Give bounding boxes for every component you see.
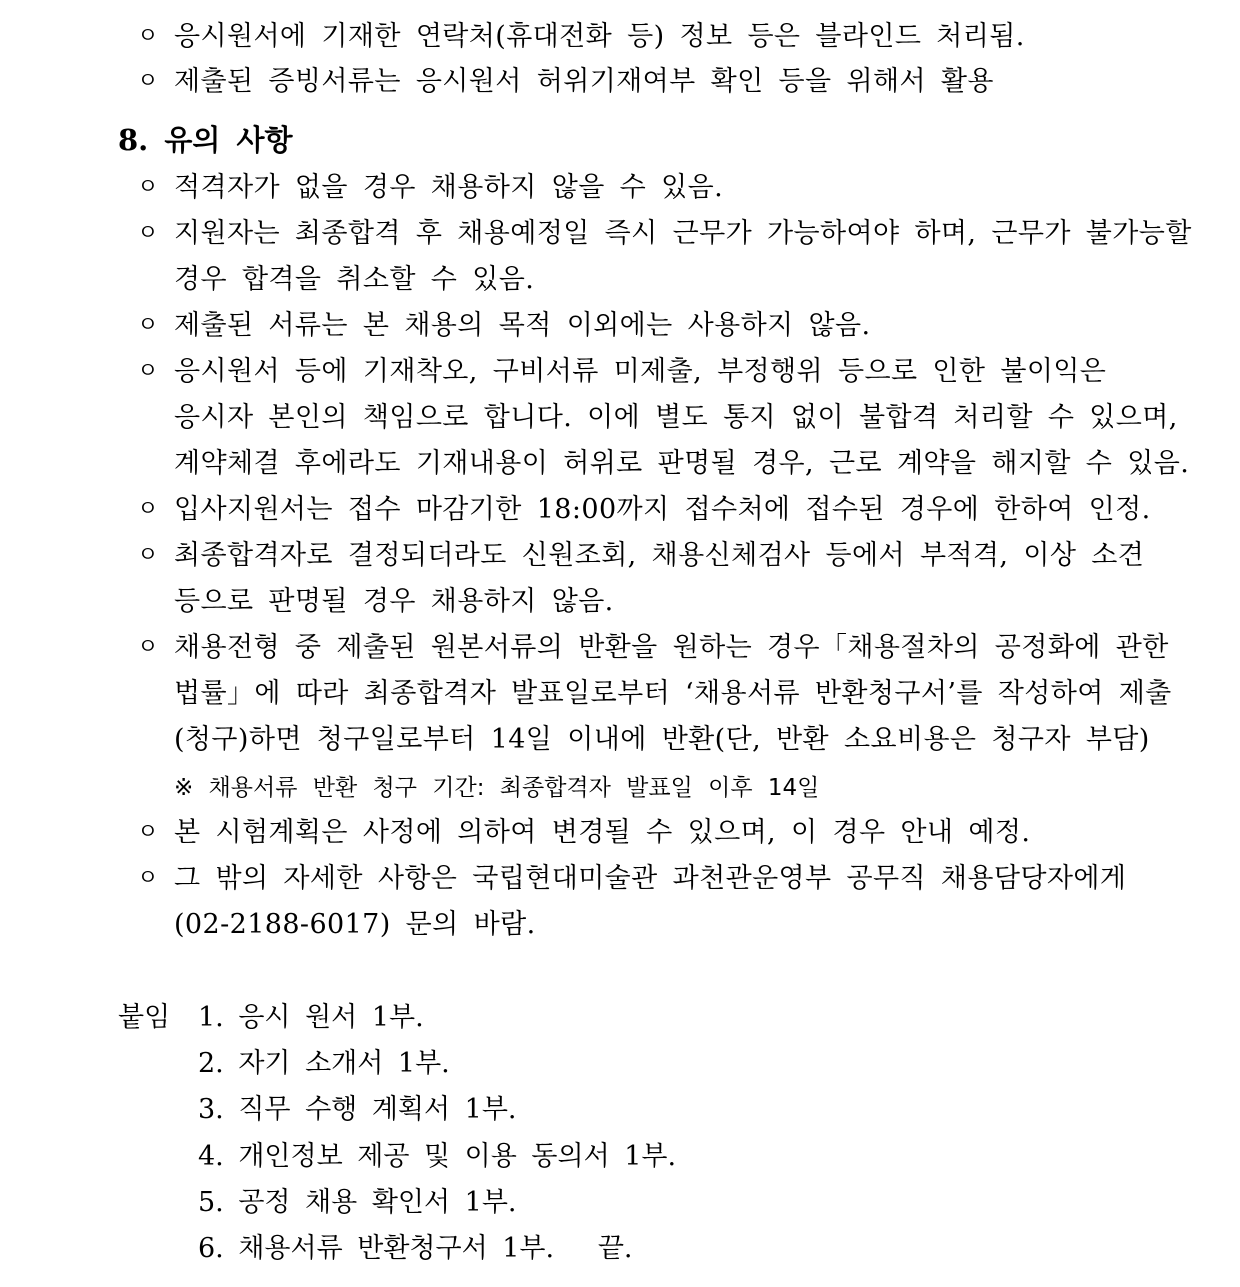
bullet-circle-icon: ㅇ — [137, 313, 159, 338]
notice-item-2 — [0, 216, 1240, 252]
attachment-item-1: 1. 응시 원서 1부. — [198, 1002, 424, 1033]
bullet-circle-icon: ㅇ — [137, 543, 159, 568]
notice-item-2-cont — [0, 262, 1240, 298]
notice-item-4-line-3: 계약체결 후에라도 기재내용이 허위로 판명될 경우, 근로 계약을 해지할 수 있음. — [174, 448, 1190, 479]
notice-item-5-line-1: 입사지원서는 접수 마감기한 18:00까지 접수처에 접수된 경우에 한하여 인정. — [174, 494, 1151, 525]
bullet-circle-icon: ㅇ — [137, 820, 159, 845]
top-item-2-text: 제출된 증빙서류는 응시원서 허위기재여부 확인 등을 위해서 활용 — [174, 66, 994, 97]
top-item-1-text: 응시원서에 기재한 연락처(휴대전화 등) 정보 등은 블라인드 처리됨. — [174, 21, 1025, 52]
notice-item-4-line-2: 응시자 본인의 책임으로 합니다. 이에 별도 통지 없이 불합격 처리할 수 있으며, — [174, 402, 1178, 433]
attachment-item-5: 5. 공정 채용 확인서 1부. — [198, 1187, 517, 1218]
notice-item-9-cont — [0, 907, 1240, 943]
section-8-title: 8. 유의 사항 — [118, 123, 293, 157]
bullet-circle-icon: ㅇ — [137, 866, 159, 891]
notice-item-6-cont — [0, 584, 1240, 620]
attachment-item-6: 6. 채용서류 반환청구서 1부. 끝. — [198, 1233, 633, 1264]
notice-item-2-line-1: 지원자는 최종합격 후 채용예정일 즉시 근무가 가능하여야 하며, 근무가 불가능할 — [174, 218, 1192, 249]
notice-item-9-line-1: 그 밖의 자세한 사항은 국립현대미술관 과천관운영부 공무직 채용담당자에게 — [174, 863, 1127, 894]
bullet-circle-icon: ㅇ — [137, 175, 159, 200]
bullet-circle-icon: ㅇ — [137, 635, 159, 660]
notice-item-8-line-1: 본 시험계획은 사정에 의하여 변경될 수 있으며, 이 경우 안내 예정. — [174, 817, 1031, 848]
top-item-2 — [0, 64, 1240, 100]
notice-item-9 — [0, 861, 1240, 897]
notice-item-8 — [0, 815, 1240, 851]
bullet-circle-icon: ㅇ — [137, 69, 159, 94]
notice-item-7-line-3: (청구)하면 청구일로부터 14일 이내에 반환(단, 반환 소요비용은 청구자 부담) — [174, 724, 1150, 755]
notice-item-7 — [0, 630, 1240, 666]
notice-item-7-line-1: 채용전형 중 제출된 원본서류의 반환을 원하는 경우「채용절차의 공정화에 관한 — [174, 632, 1169, 663]
notice-item-6 — [0, 538, 1240, 574]
top-item-1 — [0, 19, 1240, 55]
notice-item-3-line-1: 제출된 서류는 본 채용의 목적 이외에는 사용하지 않음. — [174, 310, 871, 341]
notice-item-6-line-2: 등으로 판명될 경우 채용하지 않음. — [174, 586, 614, 617]
notice-item-4-cont-1 — [0, 400, 1240, 436]
notice-item-1-line-1: 적격자가 없을 경우 채용하지 않을 수 있음. — [174, 172, 724, 203]
attachments-label: 붙임 — [118, 1002, 171, 1033]
notice-item-6-line-1: 최종합격자로 결정되더라도 신원조회, 채용신체검사 등에서 부적격, 이상 소견 — [174, 540, 1145, 571]
notice-item-7-line-2: 법률」에 따라 최종합격자 발표일로부터 ‘채용서류 반환청구서’를 작성하여 제출 — [174, 678, 1172, 709]
attachment-item-3: 3. 직무 수행 계획서 1부. — [198, 1094, 517, 1125]
return-period-note: ※ 채용서류 반환 청구 기간: 최종합격자 발표일 이후 14일 — [174, 775, 820, 801]
notice-item-1 — [0, 170, 1240, 206]
notice-item-9-line-2: (02-2188-6017) 문의 바람. — [174, 909, 536, 940]
notice-item-3 — [0, 308, 1240, 344]
bullet-circle-icon: ㅇ — [137, 497, 159, 522]
notice-item-7-cont-2 — [0, 722, 1240, 758]
bullet-circle-icon: ㅇ — [137, 359, 159, 384]
notice-item-4 — [0, 354, 1240, 390]
notice-item-7-cont-1 — [0, 676, 1240, 712]
attachment-item-4: 4. 개인정보 제공 및 이용 동의서 1부. — [198, 1141, 677, 1172]
attachment-item-2: 2. 자기 소개서 1부. — [198, 1048, 450, 1079]
notice-item-4-cont-2 — [0, 446, 1240, 482]
bullet-circle-icon: ㅇ — [137, 221, 159, 246]
notice-item-4-line-1: 응시원서 등에 기재착오, 구비서류 미제출, 부정행위 등으로 인한 불이익은 — [174, 356, 1107, 387]
notice-item-2-line-2: 경우 합격을 취소할 수 있음. — [174, 264, 535, 295]
notice-item-5 — [0, 492, 1240, 528]
bullet-circle-icon: ㅇ — [137, 24, 159, 49]
